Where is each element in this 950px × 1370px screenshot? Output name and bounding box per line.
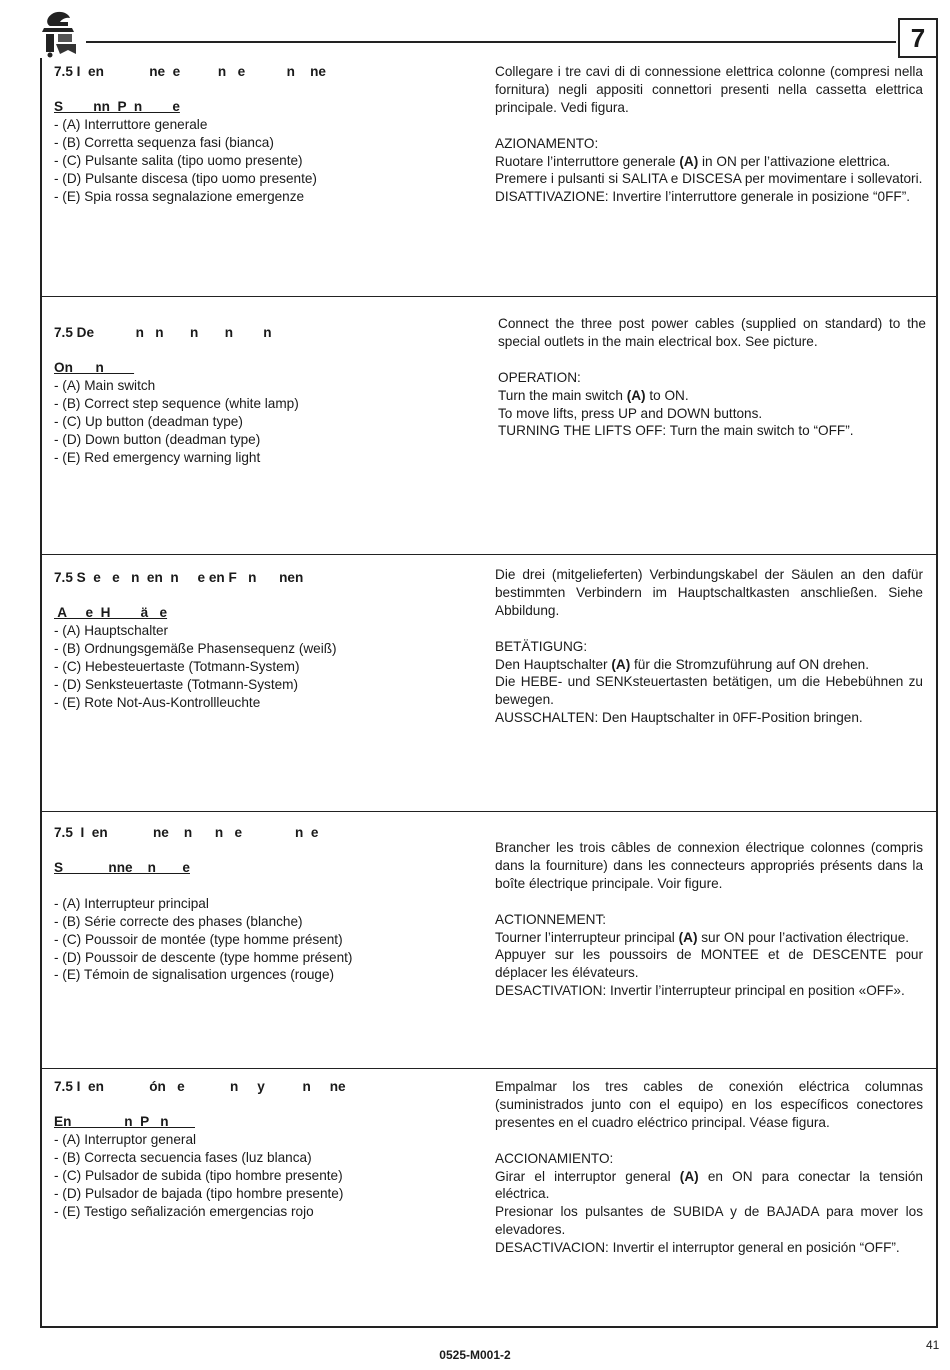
- list-item: - (C) Up button (deadman type): [54, 413, 243, 429]
- list-item: - (A) Interruptor general: [54, 1132, 197, 1147]
- list-item: - (B) Corretta sequenza fasi (bianca): [54, 134, 274, 150]
- intro-paragraph: Collegare i tre cavi di di connessione elettrica colonne (compresi nella fornitura) negli appositi connettori presenti nella cassetta elettrica principale. Vedi figura.: [495, 64, 923, 115]
- operation-label: BETÄTIGUNG:: [495, 638, 588, 654]
- move-paragraph: To move lifts, press UP and DOWN buttons.: [498, 405, 763, 421]
- section-subtitle: On n: [54, 360, 135, 375]
- section-subtitle: A e H ä e: [54, 605, 168, 620]
- list-item: - (D) Poussoir de descente (type homme présent): [54, 949, 353, 965]
- chapter-number: 7: [898, 18, 938, 58]
- operation-label: ACTIONNEMENT:: [495, 911, 607, 927]
- list-item: - (A) Hauptschalter: [54, 623, 169, 638]
- section-italian: [40, 58, 938, 296]
- section-subtitle: S nne n e: [54, 860, 190, 875]
- deactivation-paragraph: DISATTIVAZIONE: Invertire l’interruttore generale in posizione “0FF”.: [495, 189, 911, 205]
- list-item: - (A) Main switch: [54, 378, 156, 393]
- section-spanish: [40, 1068, 938, 1328]
- section-german: [40, 554, 938, 811]
- intro-paragraph: Brancher les trois câbles de connexion électrique colonnes (compris dans la fourniture) dans les connecteurs appropriés présents dans la boîte électrique principale. Voir figure.: [495, 840, 923, 891]
- deactivation-paragraph: DESACTIVACION: Invertir el interruptor general en posición “OFF”.: [495, 1240, 900, 1256]
- operation-paragraph: Ruotare l’interruttore generale (A) in ON per l’attivazione elettrica.: [495, 153, 891, 169]
- move-paragraph: Premere i pulsanti si SALITA e DISCESA per movimentare i sollevatori.: [495, 171, 923, 187]
- list-item: - (C) Poussoir de montée (type homme présent): [54, 931, 343, 947]
- legend-list: [54, 895, 464, 984]
- section-title: 7.5 De n n n n n: [54, 325, 272, 340]
- list-item: - (D) Pulsante discesa (tipo uomo presente): [54, 170, 317, 186]
- operation-paragraph: Tourner l’interrupteur principal (A) sur ON pour l’activation électrique.: [495, 929, 910, 945]
- section-title: 7.5 I en ne n n e n e: [54, 825, 319, 840]
- operation-label: AZIONAMENTO:: [495, 135, 599, 151]
- list-item: - (A) Interruttore generale: [54, 117, 208, 132]
- list-item: - (D) Pulsador de bajada (tipo hombre presente): [54, 1185, 344, 1201]
- list-item: - (B) Série correcte des phases (blanche): [54, 913, 303, 929]
- mechanic-logo-icon: [38, 10, 80, 58]
- page-number: 41: [926, 1338, 940, 1352]
- list-item: - (E) Témoin de signalisation urgences (rouge): [54, 967, 335, 983]
- intro-paragraph: Connect the three post power cables (supplied on standard) to the special outlets in the main electrical box. See picture.: [498, 316, 926, 349]
- operation-paragraph: Den Hauptschalter (A) für die Stromzuführung auf ON drehen.: [495, 656, 870, 672]
- operation-label: ACCIONAMIENTO:: [495, 1150, 614, 1166]
- list-item: - (C) Pulsante salita (tipo uomo presente): [54, 152, 303, 168]
- section-english: [40, 296, 938, 554]
- section-title: 7.5 S e e n en n e en F n nen: [54, 570, 304, 585]
- list-item: - (B) Correct step sequence (white lamp): [54, 395, 299, 411]
- list-item: - (E) Spia rossa segnalazione emergenze: [54, 188, 305, 204]
- deactivation-paragraph: AUSSCHALTEN: Den Hauptschalter in 0FF-Position bringen.: [495, 710, 863, 726]
- section-subtitle: En n P n: [54, 1114, 195, 1129]
- deactivation-paragraph: DESACTIVATION: Invertir l’interrupteur principal en position «OFF».: [495, 983, 905, 999]
- list-item: - (B) Correcta secuencia fases (luz blanca): [54, 1149, 312, 1165]
- list-item: - (E) Testigo señalización emergencias rojo: [54, 1203, 314, 1219]
- list-item: - (D) Down button (deadman type): [54, 431, 261, 447]
- operation-paragraph: Girar el interruptor general (A) en ON para conectar la tensión eléctrica.: [495, 1168, 923, 1202]
- operation-paragraph: Turn the main switch (A) to ON.: [498, 387, 689, 403]
- list-item: - (D) Senksteuertaste (Totmann-System): [54, 676, 299, 692]
- move-paragraph: Die HEBE- und SENKsteuertasten betätigen, um die Hebebühnen zu bewegen.: [495, 674, 923, 708]
- list-item: - (B) Ordnungsgemäße Phasensequenz (weiß): [54, 640, 337, 656]
- section-title: 7.5 I en ón e n y n ne: [54, 1079, 346, 1094]
- intro-paragraph: Empalmar los tres cables de conexión eléctrica columnas (suministrados junto con el equipo) en los específicos conectores presentes en el cuadro eléctrico principal. Véase figura.: [495, 1079, 923, 1130]
- document-code: 0525-M001-2: [439, 1348, 511, 1362]
- section-title: 7.5 I en ne e n e n ne: [54, 64, 326, 79]
- list-item: - (E) Rote Not-Aus-Kontrollleuchte: [54, 694, 261, 710]
- intro-paragraph: Die drei (mitgelieferten) Verbindungskabel der Säulen an den dafür bestimmten Verbindern im Hauptschaltkasten anschließen. Siehe Abbildung.: [495, 567, 923, 618]
- deactivation-paragraph: TURNING THE LIFTS OFF: Turn the main switch to “OFF”.: [498, 423, 854, 439]
- legend-list: [54, 622, 464, 711]
- operation-label: OPERATION:: [498, 369, 581, 385]
- section-french: [40, 811, 938, 1068]
- move-paragraph: Presionar los pulsantes de SUBIDA y de BAJADA para mover los elevadores.: [495, 1204, 923, 1238]
- header-rule: [86, 41, 896, 43]
- legend-list: [54, 377, 464, 466]
- list-item: - (A) Interrupteur principal: [54, 895, 209, 911]
- legend-list: [54, 1131, 464, 1220]
- list-item: - (E) Red emergency warning light: [54, 449, 261, 465]
- move-paragraph: Appuyer sur les poussoirs de MONTEE et de DESCENTE pour déplacer les élévateurs.: [495, 947, 923, 981]
- list-item: - (C) Pulsador de subida (tipo hombre presente): [54, 1167, 343, 1183]
- section-subtitle: S nn P n e: [54, 99, 180, 114]
- legend-list: [54, 116, 464, 205]
- list-item: - (C) Hebesteuertaste (Totmann-System): [54, 658, 300, 674]
